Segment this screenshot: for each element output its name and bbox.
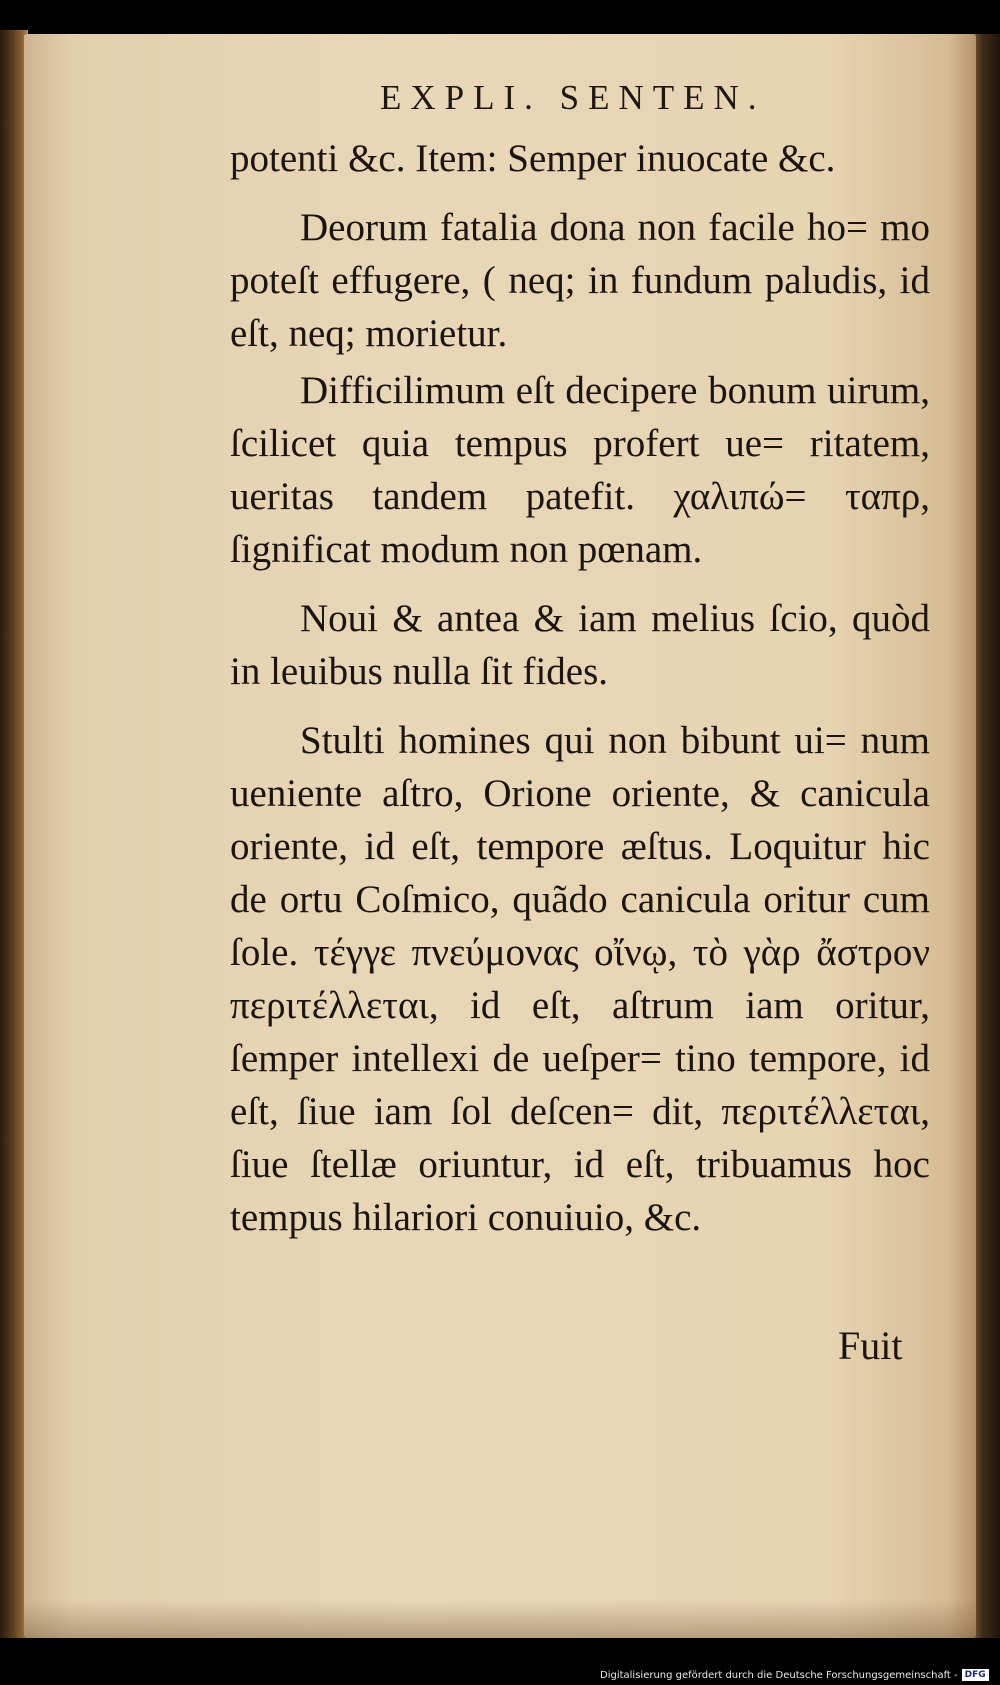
top-frame [0, 0, 1000, 34]
paragraph-stulti: Stulti homines qui non bibunt ui= num ueniente aſtro, Orione oriente, & canicula oriente, id eſt, tempore æſtus. Loquitur hic de ortu Coſmico, quãdo canicula oritur cum ſole. τέγγε πνεύμονας οἴνῳ, τὸ γὰρ ἄστρον περιτέλλεται, id eſt, aſtrum iam oritur, ſemper intellexi de ueſper= tino tempore, id eſt, ſiue iam ſol deſcen= dit, περιτέλλεται, ſiue ſtellæ oriuntur, id eſt, tribuamus hoc tempus hilariori conuiuio, &c. [230, 719, 930, 1239]
paragraph-continuation: potenti &c. Item: Semper inuocate &c. [230, 137, 836, 180]
dfg-logo: DFG [962, 1669, 989, 1681]
paragraph-noui: Noui & antea & iam melius ſcio, quòd in leuibus nulla ſit fides. [230, 597, 930, 693]
paragraph-deorum: Deorum fatalia dona non facile ho= mo poteſt effugere, ( neq; in fundum paludis, id eſt, neq; morietur. [230, 206, 930, 355]
page-shadow [24, 1600, 976, 1638]
page-body [230, 132, 930, 1260]
catchword: Fuit [838, 1323, 903, 1368]
page-edges [972, 34, 1000, 1638]
running-header: EXPLI. SENTEN. [380, 78, 766, 117]
digitization-footer [600, 1668, 989, 1682]
paragraph-difficilimum: Difficilimum eſt decipere bonum uirum, ſcilicet quia tempus profert ue= ritatem, ueritas tandem patefit. χαλιπώ= ταπρ, ſignificat modum non pœnam. [230, 369, 930, 571]
footer-text: Digitalisierung gefördert durch die Deutsche Forschungsgemeinschaft - [600, 1669, 958, 1681]
